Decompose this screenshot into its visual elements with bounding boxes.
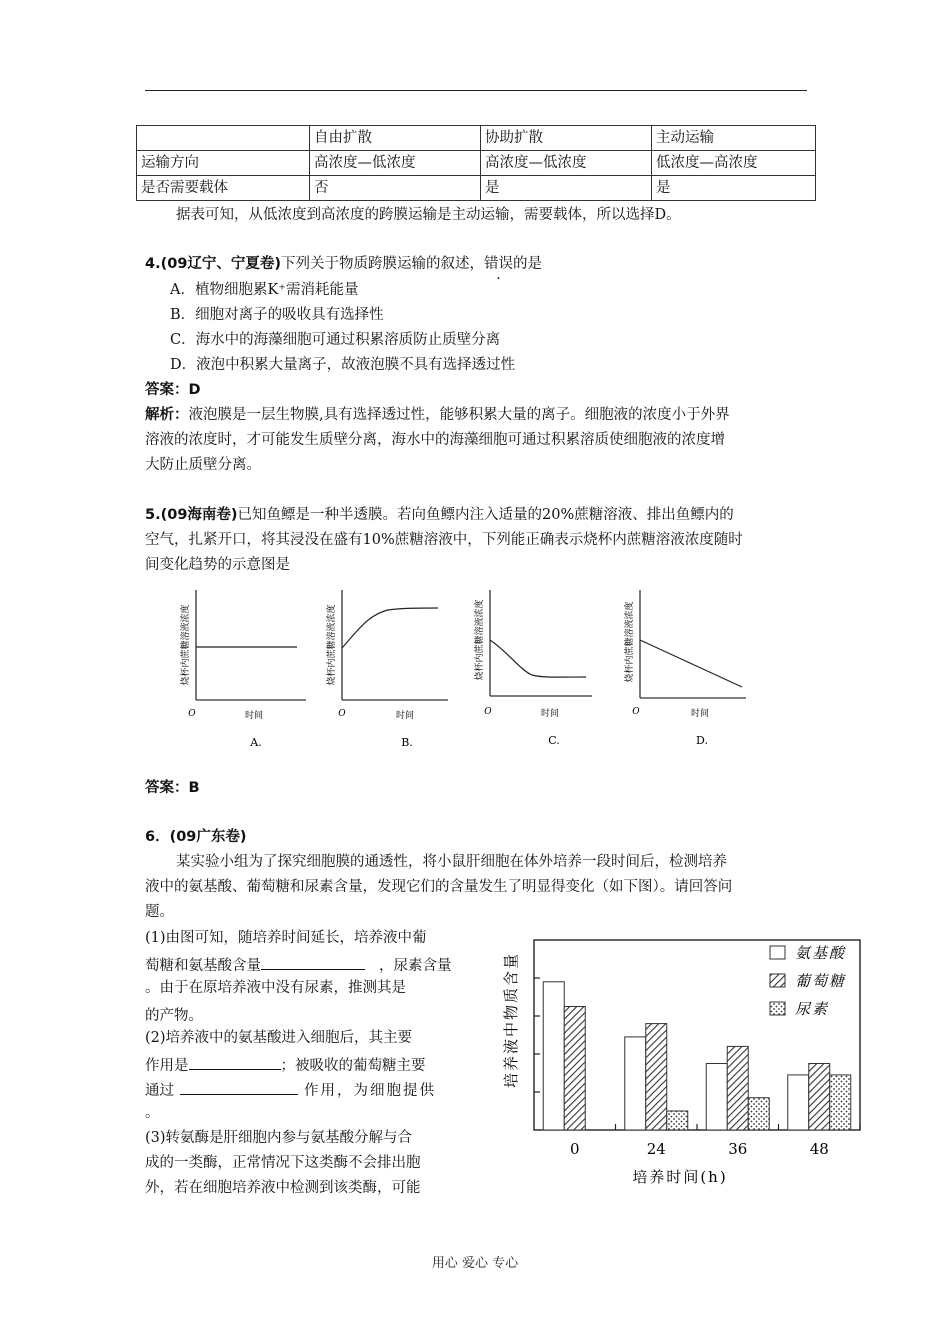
graph-ylabel: 烧杯内蔗糖溶液浓度 xyxy=(181,604,191,686)
q6-p3-line: 外，若在细胞培养液中检测到该类酶，可能 xyxy=(145,1180,421,1196)
q6-p1-line xyxy=(145,953,452,976)
q5-graph-c xyxy=(473,590,592,747)
table-cell: 是 xyxy=(652,176,816,201)
table-cell xyxy=(137,126,310,151)
q4-answer xyxy=(145,380,201,400)
q6-p2-line xyxy=(145,1053,426,1076)
q6-blank[interactable] xyxy=(189,1053,281,1070)
q6-blank[interactable] xyxy=(180,1078,298,1095)
graph-letter: A. xyxy=(250,736,262,749)
legend-swatch xyxy=(770,946,785,959)
table-cell: 是否需要载体 xyxy=(137,176,310,201)
q6-p1-text: 的产物。 xyxy=(145,1008,203,1024)
q6-p1-line xyxy=(145,1003,203,1026)
q6-intro-line: 某实验小组为了探究细胞膜的通透性，将小鼠肝细胞在体外培养一段时间后，检测培养 xyxy=(176,854,727,870)
q5-graphs xyxy=(170,580,770,755)
x-tick-label: 36 xyxy=(728,1140,748,1158)
q4-analysis-line: 溶液的浓度时，才可能发生质壁分离，海水中的海藻细胞可通过积累溶质使细胞液的浓度增 xyxy=(145,432,725,448)
q6-p1-text: 萄糖和氨基酸含量 xyxy=(145,958,261,974)
graph-xlabel: 时间 xyxy=(540,709,560,719)
x-tick-label: 48 xyxy=(809,1140,829,1158)
bar-氨基酸 xyxy=(788,1075,809,1130)
table-cell: 是 xyxy=(481,176,652,201)
q6-p2-text: 通过 xyxy=(145,1083,174,1099)
table-cell: 否 xyxy=(310,176,481,201)
chart-xlabel: 培养时间(h) xyxy=(632,1168,728,1186)
q6-p2-line: 。 xyxy=(145,1105,160,1121)
q6-p1-line: (1)由图可知，随培养时间延长，培养液中葡 xyxy=(145,930,427,946)
legend-swatch xyxy=(770,1002,785,1015)
legend-label: 尿素 xyxy=(795,1000,830,1018)
graph-c-curve xyxy=(490,640,586,677)
q6-p2-line: (2)培养液中的氨基酸进入细胞后，其主要 xyxy=(145,1030,413,1046)
q5-graph-d xyxy=(623,590,746,747)
q4-stem-b: 的是 xyxy=(513,256,543,272)
q5-graph-a xyxy=(179,590,306,749)
q6-intro-line: 液中的氨基酸、葡萄糖和尿素含量，发现它们的含量发生了明显得变化（如下图）。请回答问 xyxy=(145,879,733,895)
q4-option-d: D．液泡中积累大量离子，故液泡膜不具有选择透过性 xyxy=(170,357,516,373)
graph-d-curve xyxy=(640,640,742,687)
q5-answer-value: B xyxy=(188,780,200,796)
q6-p2-text: 作用，为细胞提供 xyxy=(304,1083,436,1099)
graph-letter: C. xyxy=(548,734,560,747)
comparison-table xyxy=(136,125,816,201)
q4-analysis-label: 解析： xyxy=(145,407,189,423)
q6-intro-line: 题。 xyxy=(145,904,174,920)
q5-answer xyxy=(145,778,200,798)
q4-stem-a: 下列关于物质跨膜运输的叙述， xyxy=(281,256,485,272)
page-footer: 用心 爱心 专心 xyxy=(431,1256,519,1271)
legend-swatch xyxy=(770,974,785,987)
bar-尿素 xyxy=(830,1075,851,1130)
q5-graph-b xyxy=(325,590,448,749)
bar-尿素 xyxy=(667,1111,688,1130)
q5-stem-line xyxy=(145,505,734,525)
q5-stem-line: 间变化趋势的示意图是 xyxy=(145,557,290,573)
q4-analysis-text: 液泡膜是一层生物膜,具有选择透过性，能够积累大量的离子。细胞液的浓度小于外界 xyxy=(188,407,730,423)
table-cell: 自由扩散 xyxy=(310,126,481,151)
graph-origin: O xyxy=(632,707,640,717)
q4-option-a: A．植物细胞累K⁺需消耗能量 xyxy=(170,282,359,298)
bar-葡萄糖 xyxy=(646,1024,667,1130)
table-row xyxy=(137,151,816,176)
x-tick-label: 0 xyxy=(569,1140,580,1158)
legend-label: 氨基酸 xyxy=(795,944,847,962)
bar-葡萄糖 xyxy=(564,1007,585,1131)
graph-xlabel: 时间 xyxy=(690,709,710,719)
table-note: 据表可知，从低浓度到高浓度的跨膜运输是主动运输，需要载体，所以选择D。 xyxy=(176,207,681,223)
chart-legend xyxy=(770,944,847,1018)
q6-label: 6．(09广东卷) xyxy=(145,829,247,845)
q6-p3-line: (3)转氨酶是肝细胞内参与氨基酸分解与合 xyxy=(145,1130,413,1146)
q6-p2-line xyxy=(145,1078,436,1101)
graph-ylabel: 烧杯内蔗糖溶液浓度 xyxy=(327,604,337,686)
q5-answer-label: 答案： xyxy=(145,780,189,796)
graph-letter: D. xyxy=(696,734,708,747)
q6-bar-chart xyxy=(490,930,870,1190)
bar-尿素 xyxy=(748,1098,769,1130)
graph-letter: B. xyxy=(401,736,413,749)
graph-xlabel: 时间 xyxy=(244,711,264,721)
q5-label: 5.(09海南卷) xyxy=(145,507,238,523)
q4-option-c: C．海水中的海藻细胞可通过积累溶质防止质壁分离 xyxy=(170,332,501,348)
q4-stem-emphasis: 错误 xyxy=(484,256,514,272)
q4-option-b: B．细胞对离子的吸收具有选择性 xyxy=(170,307,384,323)
table-cell: 高浓度—低浓度 xyxy=(310,151,481,176)
graph-origin: O xyxy=(484,707,492,717)
bar-葡萄糖 xyxy=(727,1046,748,1130)
graph-b-curve xyxy=(342,608,438,648)
table-row xyxy=(137,176,816,201)
q4-answer-label: 答案： xyxy=(145,382,189,398)
q6-p1-line: 。由于在原培养液中没有尿素，推测其是 xyxy=(145,980,406,996)
bar-氨基酸 xyxy=(625,1037,646,1130)
table-header-row xyxy=(137,126,816,151)
q6-p2-text: 作用是 xyxy=(145,1058,189,1074)
graph-origin: O xyxy=(338,709,346,719)
table-cell: 运输方向 xyxy=(137,151,310,176)
graph-xlabel: 时间 xyxy=(395,711,415,721)
bar-氨基酸 xyxy=(543,982,564,1130)
q6-blank[interactable] xyxy=(261,953,365,970)
header-rule xyxy=(145,90,807,91)
x-tick-label: 24 xyxy=(646,1140,666,1158)
table-cell: 协助扩散 xyxy=(481,126,652,151)
q5-stem-text: 已知鱼鳔是一种半透膜。若向鱼鳔内注入适量的20%蔗糖溶液、排出鱼鳔内的 xyxy=(237,507,734,523)
legend-label: 葡萄糖 xyxy=(795,972,847,990)
q4-answer-value: D xyxy=(188,382,201,398)
graph-ylabel: 烧杯内蔗糖溶液浓度 xyxy=(625,601,635,683)
chart-ylabel: 培养液中物质含量 xyxy=(502,951,520,1089)
q4-label: 4.(09辽宁、宁夏卷) xyxy=(145,256,282,272)
table-cell: 低浓度—高浓度 xyxy=(652,151,816,176)
bar-氨基酸 xyxy=(706,1064,727,1131)
q5-stem-line: 空气，扎紧开口，将其浸没在盛有10%蔗糖溶液中，下列能正确表示烧杯内蔗糖溶液浓度随时 xyxy=(145,532,743,548)
q6-p3-line: 成的一类酶，正常情况下这类酶不会排出胞 xyxy=(145,1155,421,1171)
q4-analysis-line xyxy=(145,405,730,425)
q6-p1-text: ，尿素含量 xyxy=(379,958,452,974)
graph-ylabel: 烧杯内蔗糖溶液浓度 xyxy=(475,599,485,681)
q4-stem xyxy=(145,254,542,274)
q6-p2-text: ；被吸收的葡萄糖主要 xyxy=(280,1058,426,1074)
q4-analysis-line: 大防止质壁分离。 xyxy=(145,457,261,473)
table-cell: 高浓度—低浓度 xyxy=(481,151,652,176)
table-cell: 主动运输 xyxy=(652,126,816,151)
bar-葡萄糖 xyxy=(809,1064,830,1131)
graph-origin: O xyxy=(188,709,196,719)
